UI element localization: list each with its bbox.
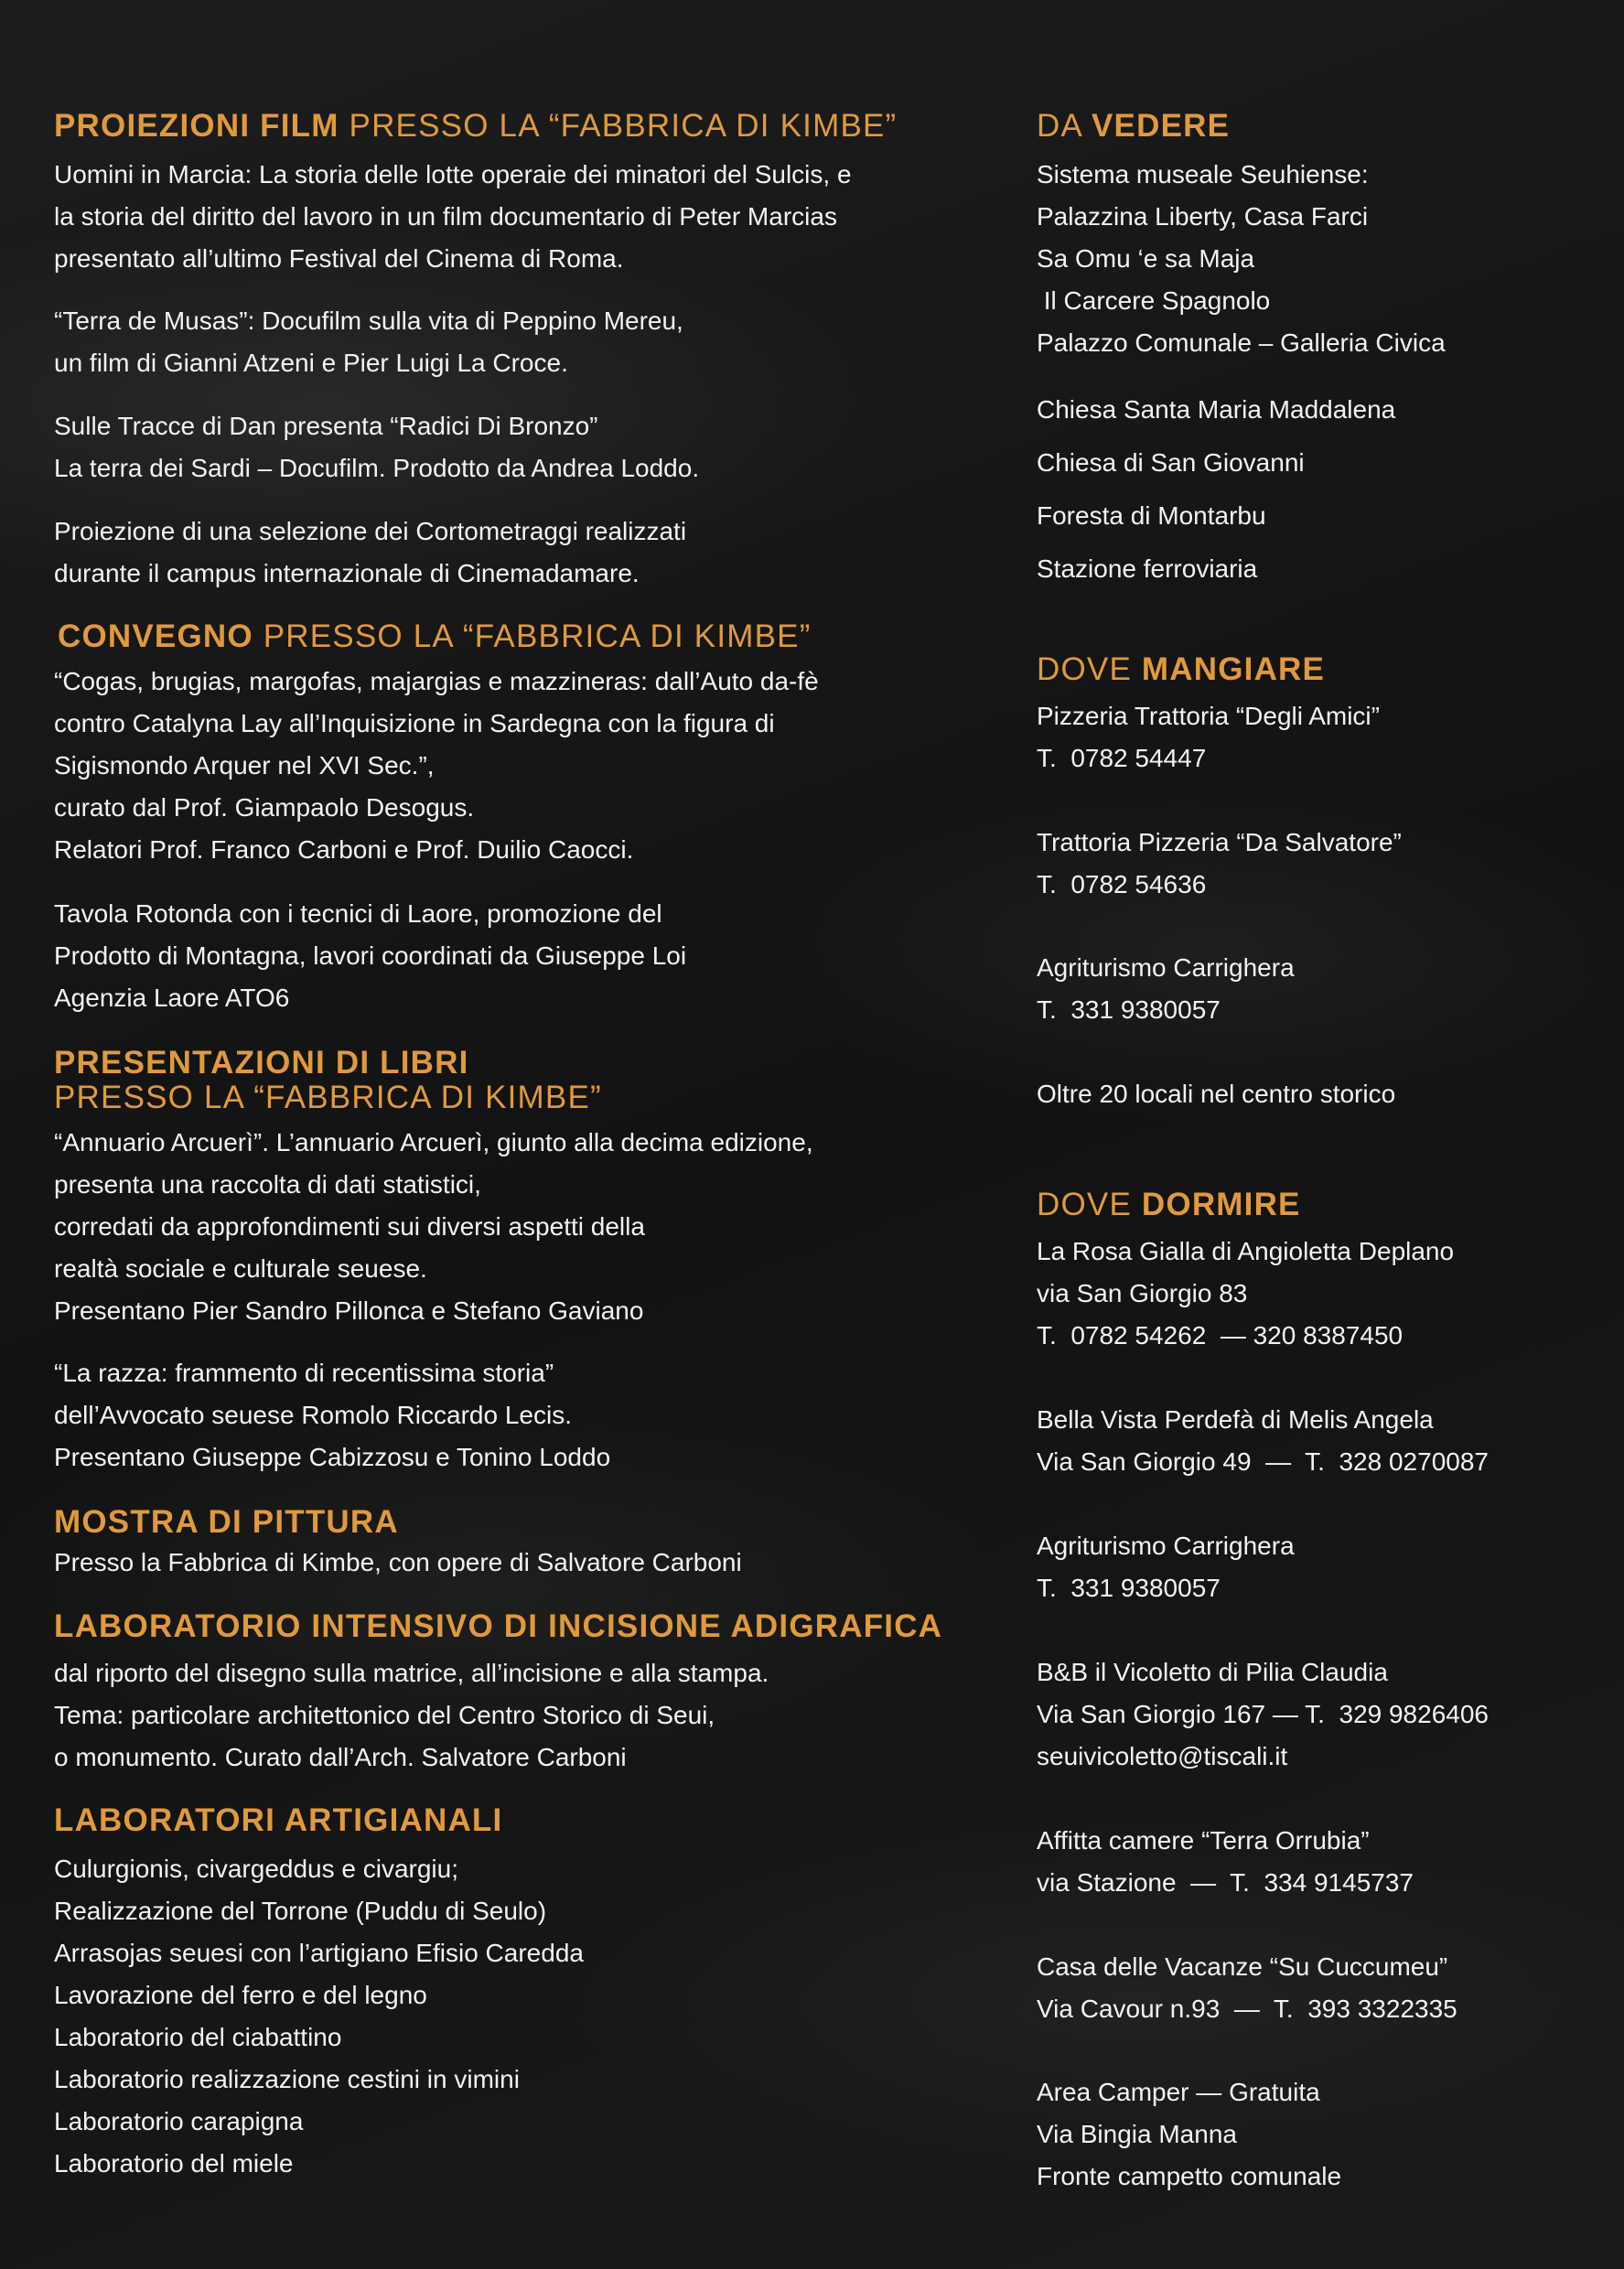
dormire-item: Area Camper — Gratuita Via Bingia Manna Fronte campetto comunale	[1037, 2078, 1342, 2190]
film-item: Sulle Tracce di Dan presenta “Radici Di Bronzo” La terra dei Sardi – Docufilm. Prodotto da Andrea Loddo.	[54, 412, 700, 482]
convegno-heading: CONVEGNO PRESSO LA “FABBRICA DI KIMBE”	[58, 618, 812, 654]
mangiare-item: Oltre 20 locali nel centro storico	[1037, 1080, 1396, 1108]
incisione-text: dal riporto del disegno sulla matrice, all’incisione e alla stampa. Tema: particolare architettonico del Centro Storico di Seui, o monumento. Curato dall’Arch. Salvatore Carboni	[54, 1659, 769, 1771]
incisione-heading: LABORATORIO INTENSIVO DI INCISIONE ADIGRAFICA	[54, 1608, 943, 1644]
dormire-item: Bella Vista Perdefà di Melis Angela Via San Giorgio 49 — T. 328 0270087	[1037, 1405, 1489, 1476]
dormire-item: Affitta camere “Terra Orrubia” via Stazione — T. 334 9145737	[1037, 1826, 1414, 1897]
convegno-item: “Cogas, brugias, margofas, majargias e mazzineras: dall’Auto da-fè contro Catalyna Lay all’Inquisizione in Sardegna con la figura di Sigismondo Arquer nel XVI Sec.”, curato dal Prof. Giampaolo Desogus. Relatori Prof. Franco Carboni e Prof. Duilio Caocci.	[54, 667, 819, 864]
vedere-place: Chiesa Santa Maria Maddalena	[1037, 395, 1396, 424]
mostra-heading: MOSTRA DI PITTURA	[54, 1504, 399, 1540]
vedere-place: Chiesa di San Giovanni	[1037, 448, 1305, 477]
dormire-item: La Rosa Gialla di Angioletta Deplano via San Giorgio 83 T. 0782 54262 — 320 8387450	[1037, 1237, 1455, 1350]
vedere-place: Foresta di Montarbu	[1037, 501, 1266, 530]
vedere-heading: DA VEDERE	[1037, 108, 1231, 144]
mangiare-heading: DOVE MANGIARE	[1037, 651, 1326, 687]
film-item: Proiezione di una selezione dei Cortometraggi realizzati durante il campus internazionale di Cinemadamare.	[54, 517, 687, 587]
film-item: “Terra de Musas”: Docufilm sulla vita di Peppino Mereu, un film di Gianni Atzeni e Pier Luigi La Croce.	[54, 306, 683, 377]
vedere-place: Stazione ferroviaria	[1037, 554, 1258, 583]
mangiare-item: Trattoria Pizzeria “Da Salvatore” T. 0782 54636	[1037, 828, 1402, 898]
convegno-item: Tavola Rotonda con i tecnici di Laore, promozione del Prodotto di Montagna, lavori coordinati da Giuseppe Loi Agenzia Laore ATO6	[54, 899, 687, 1012]
mangiare-item: Pizzeria Trattoria “Degli Amici” T. 0782 54447	[1037, 702, 1380, 772]
film-heading: PROIEZIONI FILM PRESSO LA “FABBRICA DI KIMBE”	[54, 108, 898, 144]
dormire-item: Casa delle Vacanze “Su Cuccumeu” Via Cavour n.93 — T. 393 3322335	[1037, 1952, 1457, 2023]
dormire-item: B&B il Vicoletto di Pilia Claudia Via San Giorgio 167 — T. 329 9826406 seuivicoletto@tiscali.it	[1037, 1658, 1489, 1770]
mostra-text: Presso la Fabbrica di Kimbe, con opere di Salvatore Carboni	[54, 1548, 742, 1576]
libri-item: “Annuario Arcuerì”. L’annuario Arcuerì, giunto alla decima edizione, presenta una raccolta di dati statistici, corredati da approfondimenti sui diversi aspetti della realtà sociale e culturale seuese. Presentano Pier Sandro Pillonca e Stefano Gaviano	[54, 1128, 813, 1325]
mangiare-item: Agriturismo Carrighera T. 331 9380057	[1037, 953, 1295, 1024]
dormire-heading: DOVE DORMIRE	[1037, 1187, 1301, 1222]
libri-item: “La razza: frammento di recentissima storia” dell’Avvocato seuese Romolo Riccardo Lecis. Presentano Giuseppe Cabizzosu e Tonino Loddo	[54, 1359, 611, 1471]
film-item: Uomini in Marcia: La storia delle lotte operaie dei minatori del Sulcis, e la storia del diritto del lavoro in un film documentario di Peter Marcias presentato all’ultimo Festival del Cinema di Roma.	[54, 160, 852, 273]
libri-heading: PRESENTAZIONI DI LIBRI	[54, 1045, 469, 1081]
libri-subheading: PRESSO LA “FABBRICA DI KIMBE”	[54, 1080, 602, 1115]
artigianali-text: Culurgionis, civargeddus e civargiu; Realizzazione del Torrone (Puddu di Seulo) Arrasojas seuesi con l’artigiano Efisio Caredda Lavorazione del ferro e del legno Laboratorio del ciabattino Laboratorio realizzazione cestini in vimini Laboratorio carapigna Laboratorio del miele	[54, 1855, 584, 2178]
artigianali-heading: LABORATORI ARTIGIANALI	[54, 1802, 503, 1838]
dormire-item: Agriturismo Carrighera T. 331 9380057	[1037, 1532, 1295, 1602]
vedere-museo: Sistema museale Seuhiense: Palazzina Liberty, Casa Farci Sa Omu ‘e sa Maja Il Carcere Spagnolo Palazzo Comunale – Galleria Civica	[1037, 160, 1446, 357]
